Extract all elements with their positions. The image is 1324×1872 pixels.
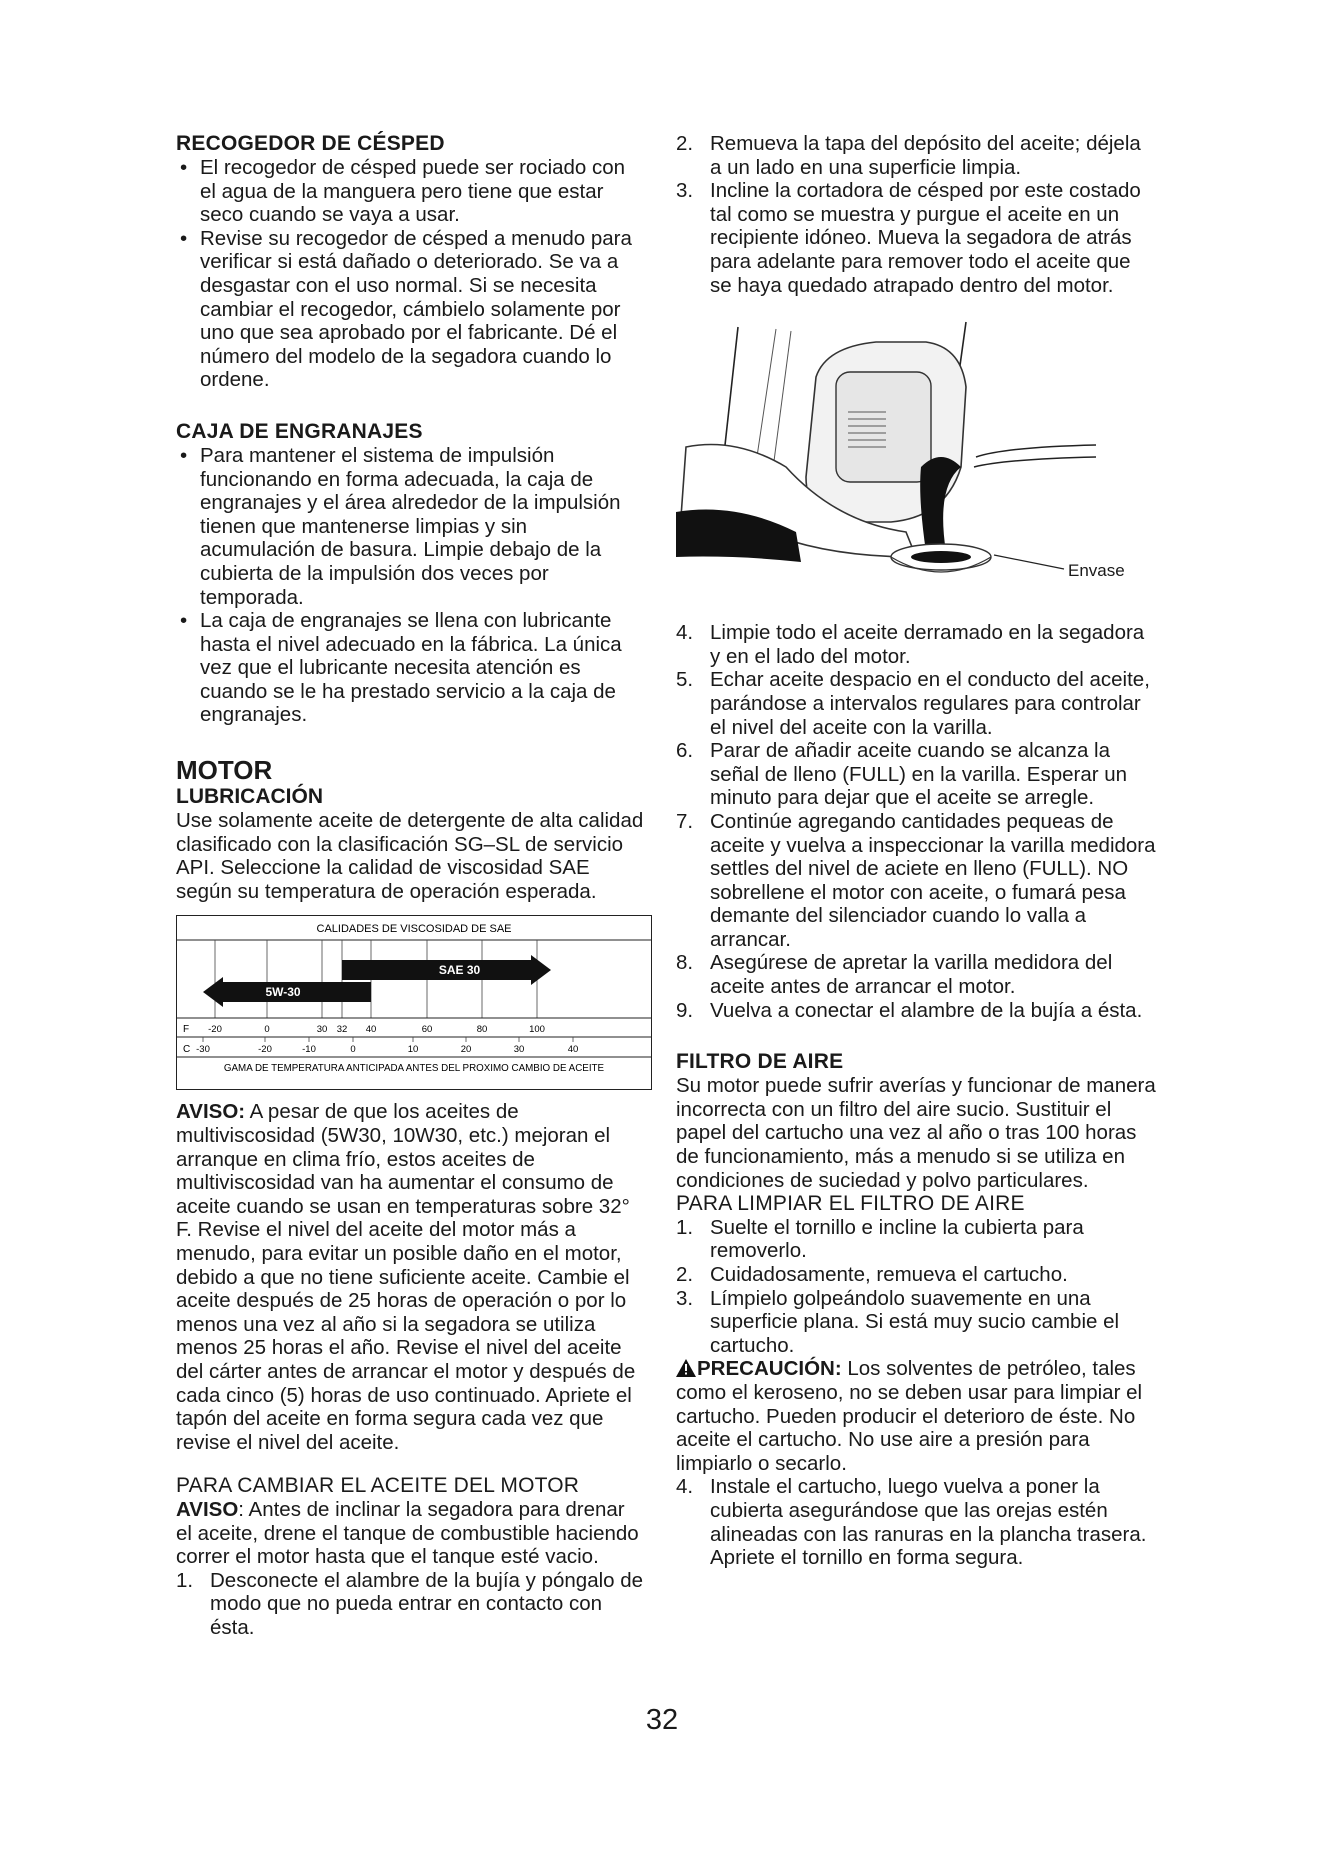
aviso2-text: : Antes de inclinar la segadora para drenar el aceite, drene el tanque de combustible haciendo correr el motor hasta que el tanque esté vacio. xyxy=(176,1497,639,1569)
limpiar-steps xyxy=(676,1216,1156,1358)
chart-f-tick-label: 80 xyxy=(476,1024,488,1036)
step-number: 7. xyxy=(676,809,694,833)
step-number: 4. xyxy=(676,1475,694,1499)
step-number: 2. xyxy=(676,132,694,155)
right-column xyxy=(676,132,1156,1570)
chart-svg xyxy=(177,916,651,1089)
step-number: 4. xyxy=(676,621,694,645)
section-title-recogedor: RECOGEDOR DE CÉSPED xyxy=(176,132,445,155)
sae-viscosity-chart xyxy=(176,915,652,1090)
list-item xyxy=(676,739,1156,810)
caja-list xyxy=(176,444,646,727)
cambiar-steps xyxy=(176,1569,646,1640)
chart-f-tick-label: 30 xyxy=(316,1024,328,1036)
oil-drain-illustration xyxy=(676,317,1146,607)
precaucion-label: PRECAUCIÓN: xyxy=(697,1357,842,1381)
lubricacion-text: Use solamente aceite de detergente de alta calidad clasificado con la clasificación SG–SL de servicio API. Seleccione la calidad de viscosidad SAE según su temperatura de operación esperada. xyxy=(176,809,644,903)
chart-c-tick-label: 40 xyxy=(567,1044,579,1056)
list-item xyxy=(676,951,1156,998)
list-item xyxy=(676,132,1156,179)
steps-top xyxy=(676,132,1156,297)
step-number: 3. xyxy=(676,179,694,203)
section-title-caja-engranajes: CAJA DE ENGRANAJES xyxy=(176,419,423,443)
step-number: 6. xyxy=(676,739,694,763)
chart-c-tick-label: 30 xyxy=(513,1044,525,1056)
section-title-filtro-aire: FILTRO DE AIRE xyxy=(676,1050,844,1074)
list-item xyxy=(676,1216,1156,1263)
step-text: Cuidadosamente, remueva el cartucho. xyxy=(710,1263,1068,1286)
step-number: 9. xyxy=(676,998,694,1022)
subsection-title-lubricacion: LUBRICACIÓN xyxy=(176,785,323,809)
aviso2-paragraph xyxy=(176,1498,646,1569)
warning-icon xyxy=(676,1359,696,1377)
step-text: Suelte el tornillo e incline la cubierta para removerlo. xyxy=(710,1215,1084,1263)
list-item: • Revise su recogedor de césped a menudo para verificar si está dañado o deteriorado. Se va a desgastar con el uso normal. Si se necesita cambiar el recogedor, cámbielo solamente por uno que sea aprobado por el fabricante. Dé el número del modelo de la segadora cuando lo ordene. xyxy=(176,227,646,392)
list-item xyxy=(176,1569,646,1640)
step-text: Incline la cortadora de césped por este costado tal como se muestra y purgue el aceite en un recipiente idóneo. Mueva la segadora de atrás para adelante para remover todo el aceite que se haya quedado atrapado dentro del motor. xyxy=(710,179,1141,297)
chart-f-tick-label: 40 xyxy=(365,1024,377,1036)
envase-label: Envase xyxy=(1068,561,1125,581)
chart-c-tick-label: 20 xyxy=(460,1044,472,1056)
step-text: Límpielo golpeándolo suavemente en una superficie plana. Si está muy sucio cambie el cartucho. xyxy=(710,1286,1120,1357)
list-item xyxy=(676,999,1156,1023)
list-item xyxy=(676,1263,1156,1287)
list-item: • La caja de engranajes se llena con lubricante hasta el nivel adecuado en la fábrica. La única vez que el lubricante necesita atención es cuando se le ha prestado servicio a la caja de engranajes. xyxy=(176,609,646,727)
chart-f-tick-label: 100 xyxy=(529,1024,545,1036)
chart-bar-label: SAE 30 xyxy=(438,963,481,978)
step-text: Continúe agregando cantidades pequeas de aceite y vuelva a inspeccionar la varilla medidora settles del nivel de aciete en lleno (FULL). NO sobrellene el motor con aceite, o fumará pesa demante del silenciador cuando lo valla a arrancar. xyxy=(710,809,1156,951)
chart-c-tick-label: -30 xyxy=(196,1044,210,1056)
list-item xyxy=(676,1287,1156,1358)
chart-f-label: F xyxy=(183,1024,190,1036)
precaucion-paragraph xyxy=(676,1357,1156,1475)
limpiar-steps-end xyxy=(676,1475,1156,1569)
aviso2-label: AVISO xyxy=(176,1497,239,1521)
filtro-text: Su motor puede sufrir averías y funcionar de manera incorrecta con un filtro del aire sucio. Sustituir el papel del cartucho una vez al año o tras 100 horas de funcionamiento, más a menudo si se utiliza en condiciones de suciedad y polvo particulares. xyxy=(676,1074,1156,1192)
subsection-title-limpiar-filtro: PARA LIMPIAR EL FILTRO DE AIRE xyxy=(676,1192,1025,1216)
step-number: 3. xyxy=(676,1286,694,1310)
chart-footer: GAMA DE TEMPERATURA ANTICIPADA ANTES DEL PROXIMO CAMBIO DE ACEITE xyxy=(223,1063,605,1075)
step-number: 8. xyxy=(676,951,694,975)
left-column xyxy=(176,132,646,1640)
chart-c-tick-label: 10 xyxy=(407,1044,419,1056)
recogedor-list xyxy=(176,156,646,392)
step-text: Limpie todo el aceite derramado en la segadora y en el lado del motor. xyxy=(710,621,1145,668)
chart-c-tick-label: -10 xyxy=(302,1044,316,1056)
chart-f-tick-label: 32 xyxy=(336,1024,348,1036)
chart-c-label: C xyxy=(183,1044,191,1056)
list-item xyxy=(676,179,1156,297)
chart-title: CALIDADES DE VISCOSIDAD DE SAE xyxy=(316,923,512,936)
step-number: 2. xyxy=(676,1263,694,1286)
step-number: 1. xyxy=(676,1215,694,1239)
list-item xyxy=(676,810,1156,952)
page-number: 32 xyxy=(645,1704,679,1736)
step-text: Asegúrese de apretar la varilla medidora del aceite antes de arrancar el motor. xyxy=(710,951,1113,999)
chart-c-tick-label: 0 xyxy=(350,1044,356,1056)
subsection-title-cambiar-aceite: PARA CAMBIAR EL ACEITE DEL MOTOR xyxy=(176,1474,580,1498)
step-text: Echar aceite despacio en el conducto del aceite, parándose a intervalos regulares para controlar el nivel del aceite con la varilla. xyxy=(710,668,1150,739)
step-number: 1. xyxy=(176,1568,194,1592)
step-number: 5. xyxy=(676,668,694,692)
step-text: Parar de añadir aceite cuando se alcanza la señal de lleno (FULL) en la varilla. Esperar un minuto para dejar que el aceite se arregle. xyxy=(710,739,1128,810)
chart-bar-label: 5W-30 xyxy=(265,985,301,1000)
list-item xyxy=(676,621,1156,668)
list-item: • Para mantener el sistema de impulsión funcionando en forma adecuada, la caja de engranajes y el área alrededor de la impulsión tienen que mantenerse limpias y sin acumulación de basura. Limpie debajo de la cubierta de la impulsión dos veces por temporada. xyxy=(176,444,646,609)
precaucion-text: Los solventes de petróleo, tales como el keroseno, no se deben usar para limpiar el cartucho. Pueden producir el deterioro de éste. No aceite el cartucho. No use aire a presión para limpiarlo o secarlo. xyxy=(676,1357,1143,1475)
list-item xyxy=(676,1475,1156,1569)
step-text: Remueva la tapa del depósito del aceite; déjela a un lado en una superficie limpia. xyxy=(710,132,1141,179)
section-title-motor: MOTOR xyxy=(176,755,273,786)
aviso-text: A pesar de que los aceites de multiviscosidad (5W30, 10W30, etc.) mejoran el arranque en clima frío, estos aceites de multiviscosidad van ha aumentar el consumo de aceite cuando se usan en temperaturas sobre 32° F. Revise el nivel del aceite del motor más a menudo, para evitar un posible daño en el motor, debido a que no tiene suficiente aceite. Cambie el aceite después de 25 horas de operación o por lo menos una vez al año si la segadora se utiliza menos 25 horas el año. Revise el nivel del aceite del cárter antes de arrancar el motor y después de cada cinco (5) horas de uso continuado. Apriete el tapón del aceite en forma segura cada vez que revise el nivel del aceite. xyxy=(176,1100,636,1454)
step-text: Instale el cartucho, luego vuelva a poner la cubierta asegurándose que las orejas estén alineadas con las ranuras en la plancha trasera. Apriete el tornillo en forma segura. xyxy=(710,1475,1147,1570)
aviso-paragraph xyxy=(176,1100,646,1454)
step-text: Vuelva a conectar el alambre de la bujía a ésta. xyxy=(710,998,1143,1022)
list-item: • El recogedor de césped puede ser rociado con el agua de la manguera pero tiene que estar seco cuando se vaya a usar. xyxy=(176,156,646,227)
aviso-label: AVISO: xyxy=(176,1100,246,1124)
chart-f-tick-label: -20 xyxy=(208,1024,222,1036)
chart-c-tick-label: -20 xyxy=(258,1044,272,1056)
steps-mid xyxy=(676,621,1156,1022)
step-text: Desconecte el alambre de la bujía y póngalo de modo que no pueda entrar en contacto con ésta. xyxy=(210,1568,644,1639)
chart-f-tick-label: 60 xyxy=(421,1024,433,1036)
chart-f-tick-label: 0 xyxy=(264,1024,270,1036)
list-item xyxy=(676,668,1156,739)
